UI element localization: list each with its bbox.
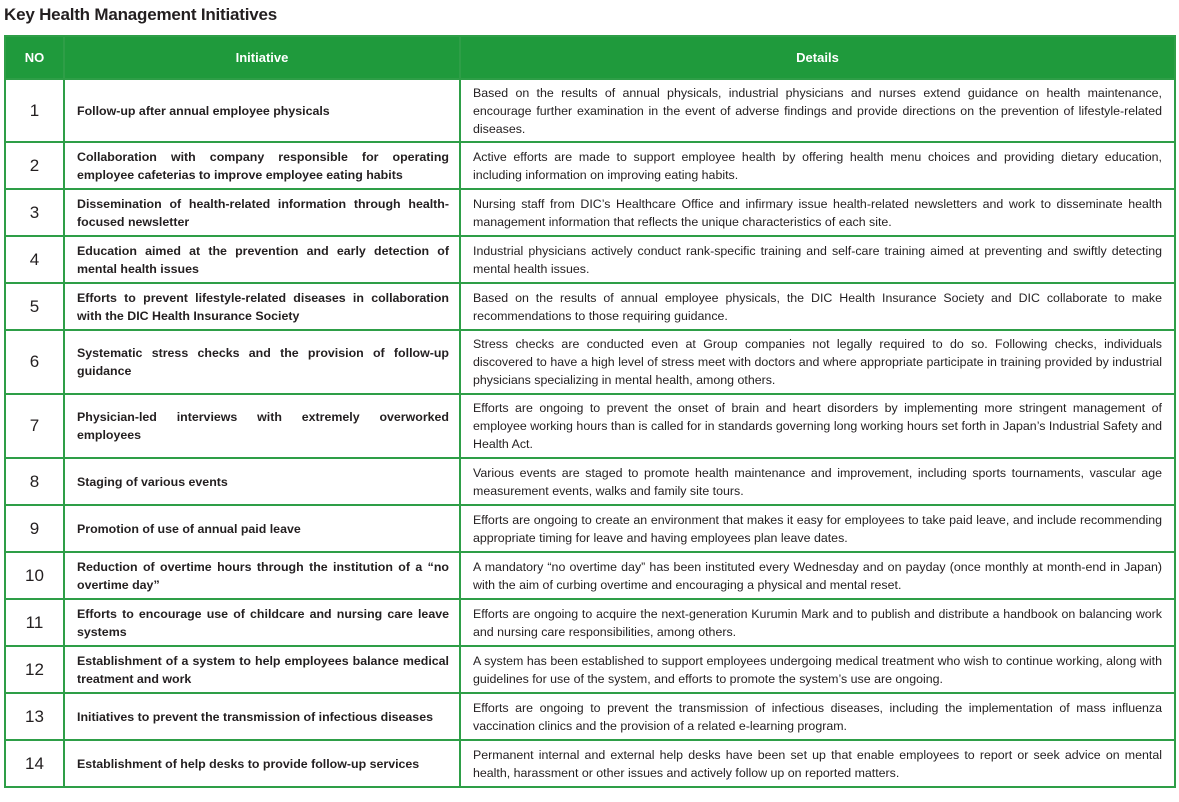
- row-number: 1: [5, 79, 64, 142]
- table-row: [5, 283, 1175, 330]
- header-no: NO: [5, 36, 64, 79]
- row-initiative: Follow-up after annual employee physicals: [64, 79, 460, 142]
- row-number: 10: [5, 552, 64, 599]
- row-number: 14: [5, 740, 64, 787]
- row-initiative: Establishment of a system to help employees balance medical treatment and work: [64, 646, 460, 693]
- row-number: 5: [5, 283, 64, 330]
- row-details: Various events are staged to promote health maintenance and improvement, including sports tournaments, vascular age measurement events, walks and family site tours.: [460, 458, 1175, 505]
- row-details: Nursing staff from DIC’s Healthcare Office and infirmary issue health-related newsletters and work to disseminate health management information that reflects the unique characteristics of each site.: [460, 189, 1175, 236]
- row-number: 13: [5, 693, 64, 740]
- row-details: A system has been established to support employees undergoing medical treatment who wish to continue working, along with guidelines for use of the system, and efforts to promote the system’s use are ongoing.: [460, 646, 1175, 693]
- table-header-row: [5, 36, 1175, 79]
- row-initiative: Physician-led interviews with extremely overworked employees: [64, 394, 460, 458]
- table-row: [5, 505, 1175, 552]
- row-initiative: Systematic stress checks and the provision of follow-up guidance: [64, 330, 460, 394]
- table-row: [5, 740, 1175, 787]
- row-initiative: Education aimed at the prevention and early detection of mental health issues: [64, 236, 460, 283]
- row-details: Efforts are ongoing to create an environment that makes it easy for employees to take paid leave, and include recommending appropriate timing for leave and having employees plan leave dates.: [460, 505, 1175, 552]
- row-number: 4: [5, 236, 64, 283]
- row-initiative: Reduction of overtime hours through the institution of a “no overtime day”: [64, 552, 460, 599]
- header-initiative: Initiative: [64, 36, 460, 79]
- row-details: Efforts are ongoing to prevent the transmission of infectious diseases, including the implementation of mass influenza vaccination clinics and the provision of a related e-learning program.: [460, 693, 1175, 740]
- row-initiative: Efforts to prevent lifestyle-related diseases in collaboration with the DIC Health Insurance Society: [64, 283, 460, 330]
- row-number: 8: [5, 458, 64, 505]
- row-initiative: Establishment of help desks to provide follow-up services: [64, 740, 460, 787]
- row-details: Efforts are ongoing to acquire the next-generation Kurumin Mark and to publish and distribute a handbook on balancing work and nursing care responsibilities, among others.: [460, 599, 1175, 646]
- table-row: [5, 599, 1175, 646]
- page-title: Key Health Management Initiatives: [4, 5, 278, 24]
- row-number: 11: [5, 599, 64, 646]
- table-row: [5, 189, 1175, 236]
- row-details: A mandatory “no overtime day” has been instituted every Wednesday and on payday (once monthly at month-end in Japan) with the aim of curbing overtime and encouraging a physical and mental reset.: [460, 552, 1175, 599]
- row-details: Industrial physicians actively conduct rank-specific training and self-care training aimed at preventing and swiftly detecting mental health issues.: [460, 236, 1175, 283]
- row-details: Efforts are ongoing to prevent the onset of brain and heart disorders by implementing more stringent management of employee working hours than is called for in standards governing long working hours set forth in Japan’s Industrial Safety and Health Act.: [460, 394, 1175, 458]
- row-number: 2: [5, 142, 64, 189]
- table-row: [5, 646, 1175, 693]
- initiatives-table: [4, 35, 1176, 788]
- row-number: 7: [5, 394, 64, 458]
- row-details: Stress checks are conducted even at Group companies not legally required to do so. Following checks, individuals discovered to have a high level of stress meet with doctors and where appropriate participate in training provided by industrial physicians specializing in mental health, among others.: [460, 330, 1175, 394]
- row-number: 9: [5, 505, 64, 552]
- row-number: 12: [5, 646, 64, 693]
- table-row: [5, 79, 1175, 142]
- row-initiative: Initiatives to prevent the transmission of infectious diseases: [64, 693, 460, 740]
- table-row: [5, 552, 1175, 599]
- row-details: Based on the results of annual physicals, industrial physicians and nurses extend guidance on health maintenance, encourage further examination in the event of adverse findings and provide directions on the prevention of lifestyle-related diseases.: [460, 79, 1175, 142]
- table-row: [5, 236, 1175, 283]
- row-number: 6: [5, 330, 64, 394]
- row-number: 3: [5, 189, 64, 236]
- table-row: [5, 330, 1175, 394]
- row-initiative: Staging of various events: [64, 458, 460, 505]
- table-row: [5, 394, 1175, 458]
- row-details: Active efforts are made to support employee health by offering health menu choices and providing dietary education, including information on improving eating habits.: [460, 142, 1175, 189]
- row-initiative: Promotion of use of annual paid leave: [64, 505, 460, 552]
- header-details: Details: [460, 36, 1175, 79]
- row-initiative: Efforts to encourage use of childcare and nursing care leave systems: [64, 599, 460, 646]
- table-row: [5, 142, 1175, 189]
- table-row: [5, 458, 1175, 505]
- row-details: Permanent internal and external help desks have been set up that enable employees to report or seek advice on mental health, harassment or other issues and actively follow up on reported matters.: [460, 740, 1175, 787]
- row-details: Based on the results of annual employee physicals, the DIC Health Insurance Society and DIC collaborate to make recommendations to those requiring guidance.: [460, 283, 1175, 330]
- row-initiative: Collaboration with company responsible for operating employee cafeterias to improve employee eating habits: [64, 142, 460, 189]
- row-initiative: Dissemination of health-related information through health-focused newsletter: [64, 189, 460, 236]
- table-row: [5, 693, 1175, 740]
